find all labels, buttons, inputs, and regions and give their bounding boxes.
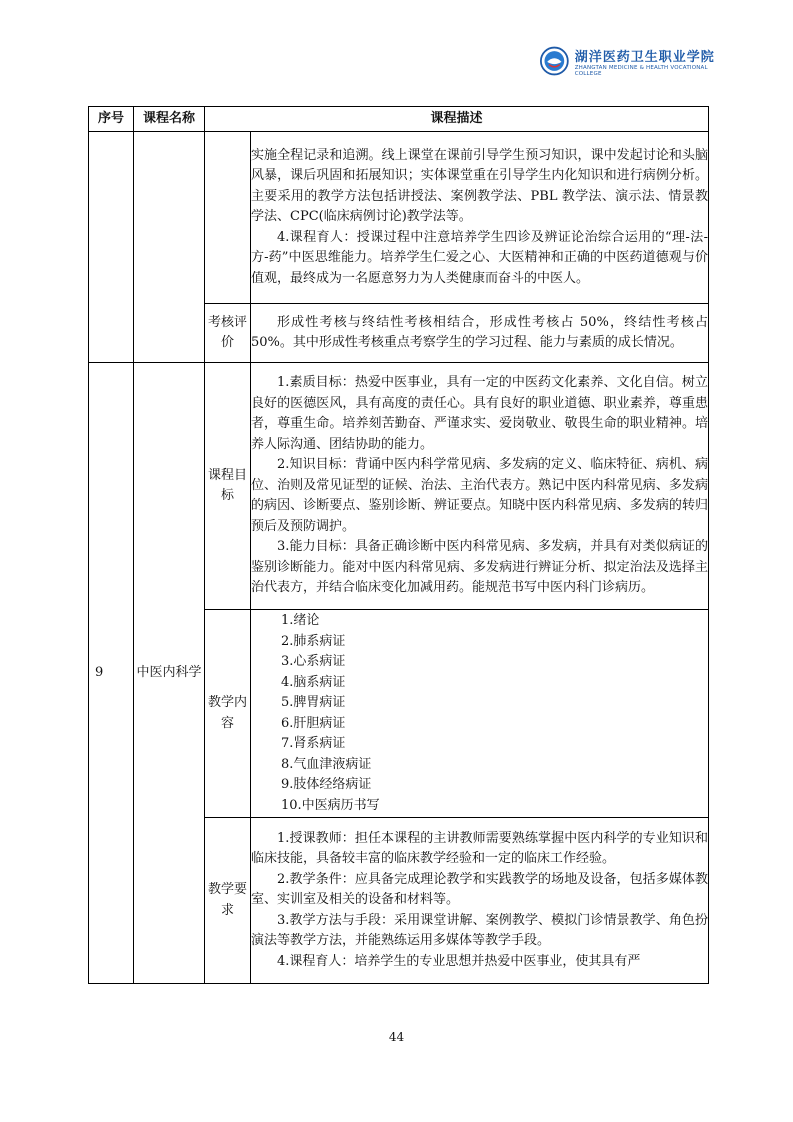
list-item: 10.中医病历书写 (281, 797, 380, 813)
header-no: 序号 (89, 107, 134, 132)
page-number: 44 (388, 1030, 405, 1044)
prev-implementation-label-cell (205, 132, 251, 304)
course-table (88, 106, 709, 984)
prev-implementation-para: 实施全程记录和追溯。线上课堂在课前引导学生预习知识，课中发起讨论和头脑风暴，课后巩固和拓展知识；实体课堂重在引导学生内化知识和进行病例分析。主要采用的教学方法包括讲授法、案例教学法、PBL 教学法、演示法、情景教学法、CPC(临床病例讨论)教学法等。 (251, 147, 709, 225)
list-item: 8.气血津液病证 (281, 756, 372, 772)
requirement-education: 4.课程育人：培养学生的专业思想并热爱中医事业，使其具有严 (277, 953, 641, 969)
content-label-cell (205, 610, 251, 818)
objectives-label-cell (205, 363, 251, 610)
objective-knowledge: 2.知识目标：背诵中医内科学常见病、多发病的定义、临床特征、病机、病位、治则及常见证型的证候、治法、主治代表方。熟记中医内科常见病、多发病的病因、诊断要点、鉴别诊断、辨证要点。知晓中医内科常见病、多发病的转归预后及预防调护。 (251, 457, 709, 534)
table-row (89, 132, 709, 304)
course-name-cell (134, 363, 205, 984)
content-cell (251, 610, 709, 818)
requirement-conditions: 2.教学条件：应具备完成理论教学和实践教学的场地及设备，包括多媒体教室、实训室及相关的设备和材料等。 (251, 871, 709, 908)
course-no-cell (89, 363, 134, 984)
assess-cell (251, 304, 709, 363)
course-no: 9 (95, 664, 104, 680)
list-item: 7.肾系病证 (281, 736, 346, 751)
content-label: 教学内容 (207, 695, 247, 731)
course-name: 中医内科学 (136, 664, 202, 680)
requirements-cell (251, 818, 709, 984)
assess-label-cell (205, 304, 251, 363)
objectives-cell (251, 363, 709, 610)
college-logo (540, 44, 720, 78)
list-item: 5.脾胃病证 (281, 695, 346, 710)
assess-label: 考核评价 (207, 314, 247, 350)
prev-no-cell (89, 132, 134, 363)
prev-name-cell (134, 132, 205, 363)
list-item: 4.脑系病证 (281, 674, 346, 690)
table-row (89, 363, 709, 610)
prev-implementation-cell (251, 132, 709, 304)
objective-ability: 3.能力目标：具备正确诊断中医内科常见病、多发病，并具有对类似病证的鉴别诊断能力。能对中医内科常见病、多发病进行辨证分析、拟定治法及选择主治代表方，并结合临床变化加减用药。能规范书写中医内科门诊病历。 (251, 539, 709, 596)
header-course-desc: 课程描述 (205, 107, 709, 132)
prev-education-para: 4.课程育人：授课过程中注意培养学生四诊及辨证论治综合运用的“理-法-方-药”中医思维能力。培养学生仁爱之心、大医精神和正确的中医药道德观与价值观，最终成为一名愿意努力为人类健康而奋斗的中医人。 (251, 229, 709, 286)
college-name-en: ZHANGTAN MEDICINE & HEALTH VOCATIONAL COLLEGE (574, 64, 708, 77)
list-item: 3.心系病证 (281, 654, 346, 669)
list-item: 2.肺系病证 (281, 633, 346, 649)
requirements-label-cell (205, 818, 251, 984)
college-emblem-icon (540, 45, 569, 77)
table-header-row (89, 107, 709, 132)
objective-quality: 1.素质目标：热爱中医事业，具有一定的中医药文化素养、文化自信。树立良好的医德医风，具有高度的责任心。具有良好的职业道德、职业素养，尊重患者，尊重生命。培养刻苦勤奋、严谨求实、爱岗敬业、敬畏生命的职业精神。培养人际沟通、团结协助的能力。 (251, 375, 709, 452)
list-item: 1.绪论 (281, 613, 320, 628)
assess-text: 形成性考核与终结性考核相结合，形成性考核占 50%，终结性考核占 50%。其中形成性考核重点考察学生的学习过程、能力与素质的成长情况。 (251, 314, 709, 350)
list-item: 9.肢体经络病证 (281, 777, 372, 792)
list-item: 6.肝胆病证 (281, 715, 346, 731)
requirements-label: 教学要求 (207, 882, 247, 918)
objectives-label: 课程目标 (207, 467, 247, 503)
header-course-name: 课程名称 (134, 107, 205, 132)
requirement-teacher: 1.授课教师：担任本课程的主讲教师需要熟练掌握中医内科学的专业知识和临床技能，具备较丰富的临床教学经验和一定的临床工作经验。 (251, 830, 709, 867)
requirement-methods: 3.教学方法与手段：采用课堂讲解、案例教学、模拟门诊情景教学、角色扮演法等教学方法，并能熟练运用多媒体等教学手段。 (251, 912, 709, 949)
college-name-cn: 湖洋医药卫生职业学院 (574, 49, 715, 65)
